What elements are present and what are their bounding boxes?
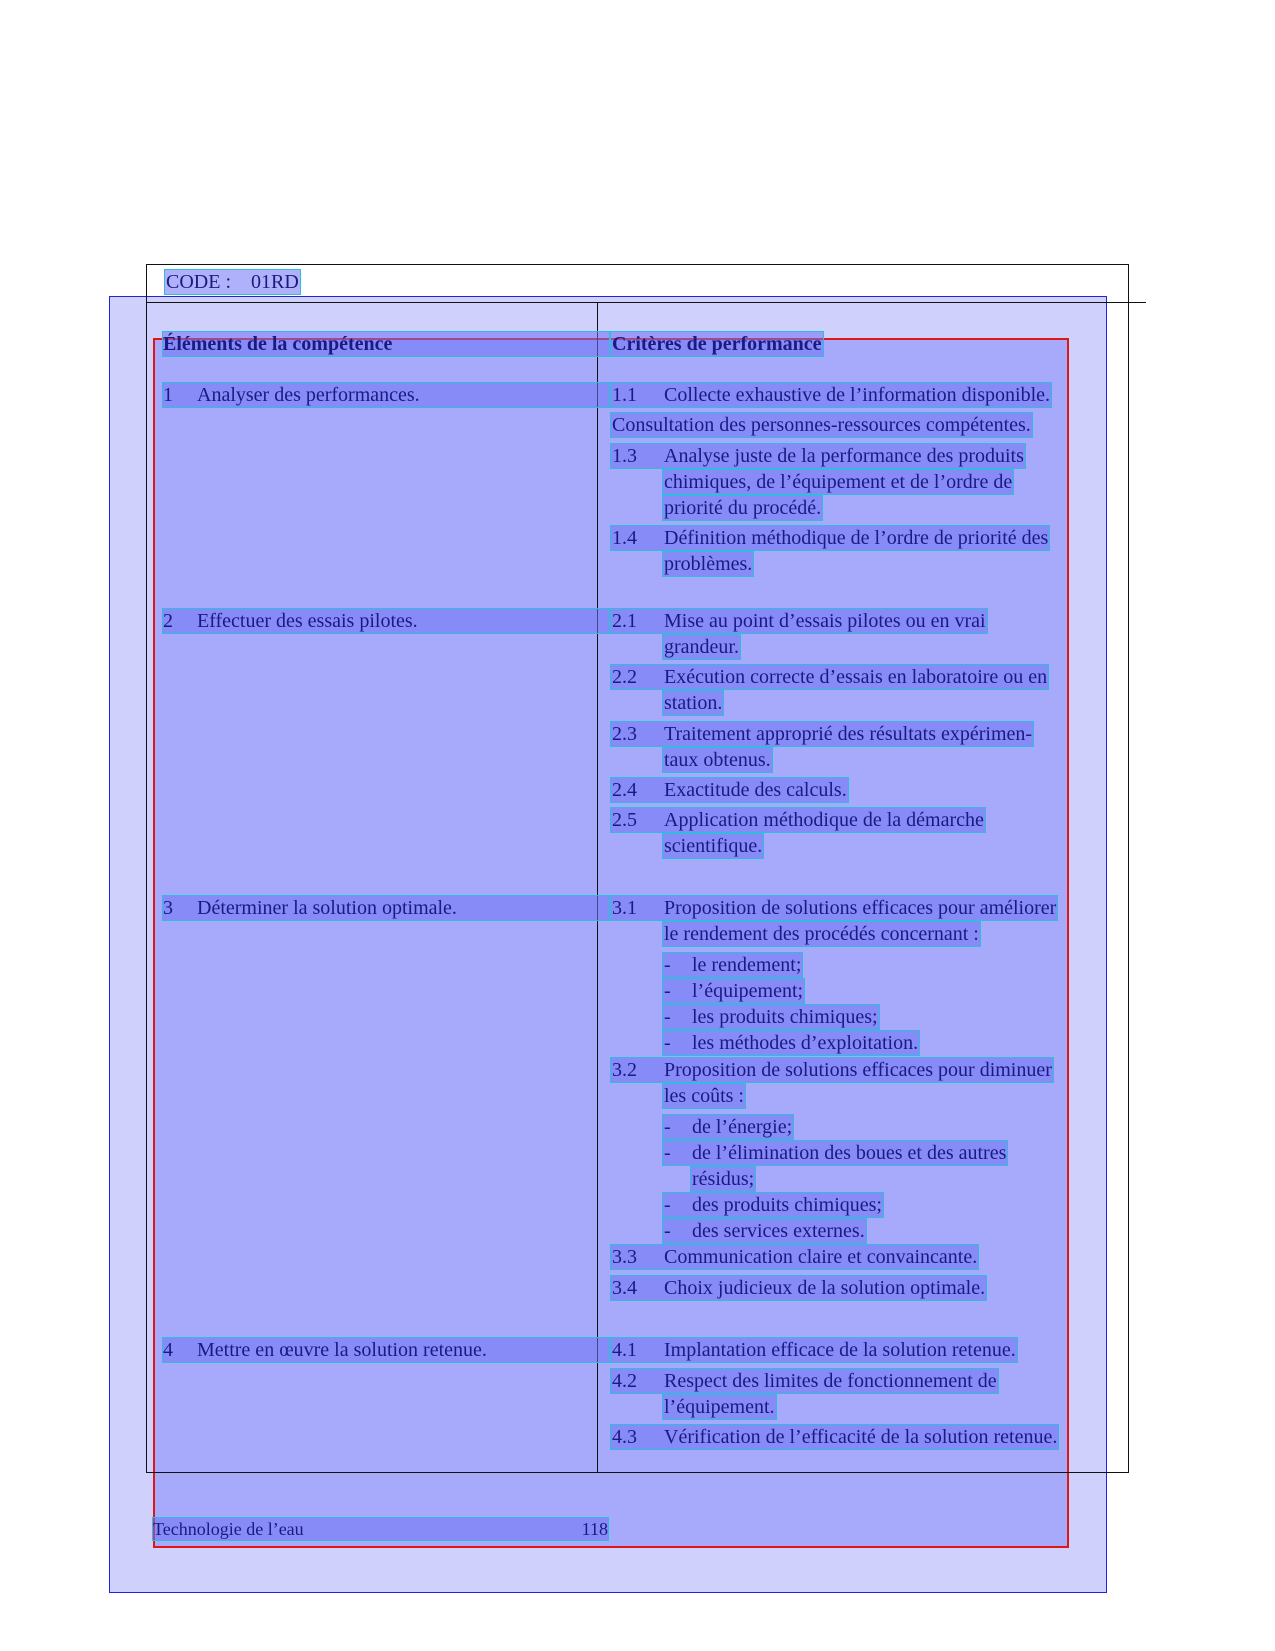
page-number: 118: [581, 1519, 608, 1539]
bullet-item: - des services externes.: [664, 1220, 865, 1242]
criterion-2-5-line2: scientifique.: [664, 835, 763, 857]
criterion-3-2-line2: les coûts :: [664, 1085, 744, 1107]
criterion-1-4-line2: problèmes.: [664, 553, 753, 575]
element-1: 1 Analyser des performances.: [163, 383, 609, 407]
criterion-1-3-line3: priorité du procédé.: [664, 497, 822, 519]
footer-title: Technologie de l’eau: [153, 1519, 304, 1539]
criterion-2-3: 2.3 Traitement approprié des résultats expérimen-: [612, 723, 1033, 745]
code-value: 01RD: [251, 271, 299, 293]
criterion-1-4: 1.4 Définition méthodique de l’ordre de priorité des: [612, 527, 1049, 549]
criterion-2-3-line2: taux obtenus.: [664, 749, 771, 771]
criterion-2-4: 2.4 Exactitude des calculs.: [612, 779, 847, 801]
bullet-item: - l’équipement;: [664, 980, 804, 1002]
criterion-4-3: 4.3 Vérification de l’efficacité de la solution retenue.: [612, 1426, 1058, 1448]
criterion-3-1: 3.1 Proposition de solutions efficaces pour améliorer: [612, 897, 1057, 919]
column-heading-elements: Éléments de la compétence: [163, 332, 609, 356]
header-divider: [146, 302, 1146, 303]
criterion-2-1-line2: grandeur.: [664, 636, 739, 658]
element-3: 3 Déterminer la solution optimale.: [163, 896, 609, 920]
bullet-item: - des produits chimiques;: [664, 1194, 882, 1216]
footer: [153, 1518, 608, 1540]
criterion-1-3-line2: chimiques, de l’équipement et de l’ordre de: [664, 471, 1013, 493]
bullet-item: - de l’élimination des boues et des autres: [664, 1142, 1007, 1164]
criterion-1-1: 1.1 Collecte exhaustive de l’information disponible.: [612, 384, 1051, 406]
criterion-2-1: 2.1 Mise au point d’essais pilotes ou en vrai: [612, 610, 986, 632]
code-label: CODE :: [166, 271, 231, 293]
criterion-4-2: 4.2 Respect des limites de fonctionnement de: [612, 1370, 997, 1392]
element-2: 2 Effectuer des essais pilotes.: [163, 609, 609, 633]
bullet-item: - les méthodes d’exploitation.: [664, 1032, 919, 1054]
criterion-3-1-line2: le rendement des procédés concernant :: [664, 923, 979, 945]
criterion-3-2: 3.2 Proposition de solutions efficaces pour diminuer: [612, 1059, 1052, 1081]
column-heading-criteria: Critères de performance: [612, 333, 822, 355]
code-field: [165, 270, 300, 294]
bullet-item: - les produits chimiques;: [664, 1006, 878, 1028]
criterion-3-3: 3.3 Communication claire et convaincante.: [612, 1246, 978, 1268]
criterion-3-4: 3.4 Choix judicieux de la solution optimale.: [612, 1277, 986, 1299]
bullet-item: - le rendement;: [664, 954, 802, 976]
criterion-2-2: 2.2 Exécution correcte d’essais en laboratoire ou en: [612, 666, 1048, 688]
criterion-2-5: 2.5 Application méthodique de la démarche: [612, 809, 984, 831]
column-divider: [597, 302, 598, 1472]
criterion-1-3: 1.3 Analyse juste de la performance des produits: [612, 445, 1024, 467]
bullet-item-continuation: résidus;: [692, 1168, 755, 1190]
criterion-2-2-line2: station.: [664, 692, 723, 714]
criterion-1-2: Consultation des personnes-ressources compétentes.: [612, 414, 1031, 436]
criterion-4-1: 4.1 Implantation efficace de la solution retenue.: [612, 1339, 1016, 1361]
bullet-item: - de l’énergie;: [664, 1116, 793, 1138]
element-4: 4 Mettre en œuvre la solution retenue.: [163, 1338, 609, 1362]
criterion-4-2-line2: l’équipement.: [664, 1396, 775, 1418]
